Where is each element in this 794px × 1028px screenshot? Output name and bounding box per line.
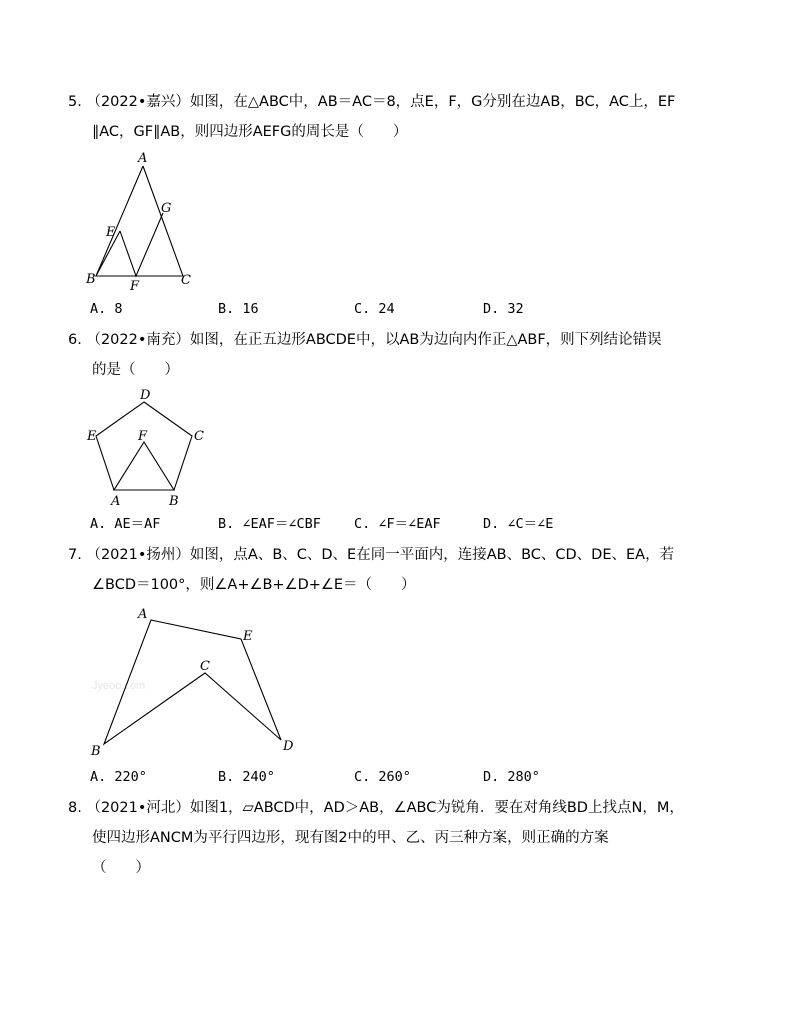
q6-option-d: D. ∠C＝∠E bbox=[483, 516, 554, 532]
label-a: A bbox=[138, 607, 148, 622]
q6-stem-line2: 的是（ ） bbox=[92, 362, 179, 378]
triangle-abf bbox=[114, 442, 174, 490]
label-c: C bbox=[194, 429, 204, 444]
q6-option-a: A. AE＝AF bbox=[90, 516, 161, 532]
label-c: C bbox=[200, 659, 210, 674]
label-d: D bbox=[140, 388, 151, 403]
label-b: B bbox=[91, 744, 101, 759]
label-g: G bbox=[161, 201, 172, 216]
q8-stem-line2: 使四边形ANCM为平行四边形，现有图2中的甲、乙、丙三种方案，则正确的方案 bbox=[92, 830, 609, 846]
q7-option-d: D. 280° bbox=[483, 769, 540, 785]
q5-option-b: B. 16 bbox=[218, 301, 259, 317]
label-c: C bbox=[181, 273, 191, 288]
triangle-abc bbox=[96, 166, 183, 276]
q5-stem-line1: 5. （2022•嘉兴）如图，在△ABC中，AB＝AC＝8，点E，F，G分别在边AB，BC，AC上，EF bbox=[68, 94, 676, 110]
label-a: A bbox=[138, 151, 148, 166]
label-e: E bbox=[243, 629, 253, 644]
q7-stem-line2: ∠BCD＝100°，则∠A+∠B+∠D+∠E＝（ ） bbox=[92, 577, 416, 593]
q6-option-c: C. ∠F＝∠EAF bbox=[354, 516, 441, 532]
q7-stem-line1: 7. （2021•扬州）如图，点A、B、C、D、E在同一平面内，连接AB、BC、CD、DE、EA，若 bbox=[68, 547, 675, 563]
label-a: A bbox=[111, 494, 121, 509]
q5-stem-line2: ∥AC，GF∥AB，则四边形AEFG的周长是（ ） bbox=[92, 124, 408, 140]
q6-pentagon-figure bbox=[84, 384, 214, 508]
segments-ef-fg bbox=[120, 213, 163, 276]
q5-option-a: A. 8 bbox=[90, 301, 123, 317]
q8-stem-line1: 8. （2021•河北）如图1，▱ABCD中，AD＞AB，∠ABC为锐角．要在对角线BD上找点N，M， bbox=[68, 800, 684, 816]
label-e: E bbox=[87, 429, 97, 444]
q5-triangle-figure bbox=[80, 148, 210, 294]
q5-option-d: D. 32 bbox=[483, 301, 524, 317]
label-d: D bbox=[283, 739, 294, 754]
label-e: E bbox=[106, 225, 116, 240]
label-b: B bbox=[169, 494, 179, 509]
label-f: F bbox=[138, 429, 148, 444]
q5-option-c: C. 24 bbox=[354, 301, 395, 317]
label-f: F bbox=[130, 279, 140, 294]
q7-option-c: C. 260° bbox=[354, 769, 411, 785]
q6-option-b: B. ∠EAF＝∠CBF bbox=[218, 516, 321, 532]
q8-answer-blank: （ ） bbox=[92, 860, 150, 876]
pentagon-abcde bbox=[96, 402, 192, 490]
q7-option-b: B. 240° bbox=[218, 769, 275, 785]
polygon-abcde bbox=[104, 620, 281, 744]
q7-option-a: A. 220° bbox=[90, 769, 147, 785]
label-b: B bbox=[86, 272, 96, 287]
watermark: Jyeoo.com bbox=[92, 680, 146, 692]
q7-polygon-figure bbox=[84, 600, 314, 762]
q6-stem-line1: 6. （2022•南充）如图，在正五边形ABCDE中，以AB为边向内作正△ABF，则下列结论错误 bbox=[68, 332, 662, 348]
